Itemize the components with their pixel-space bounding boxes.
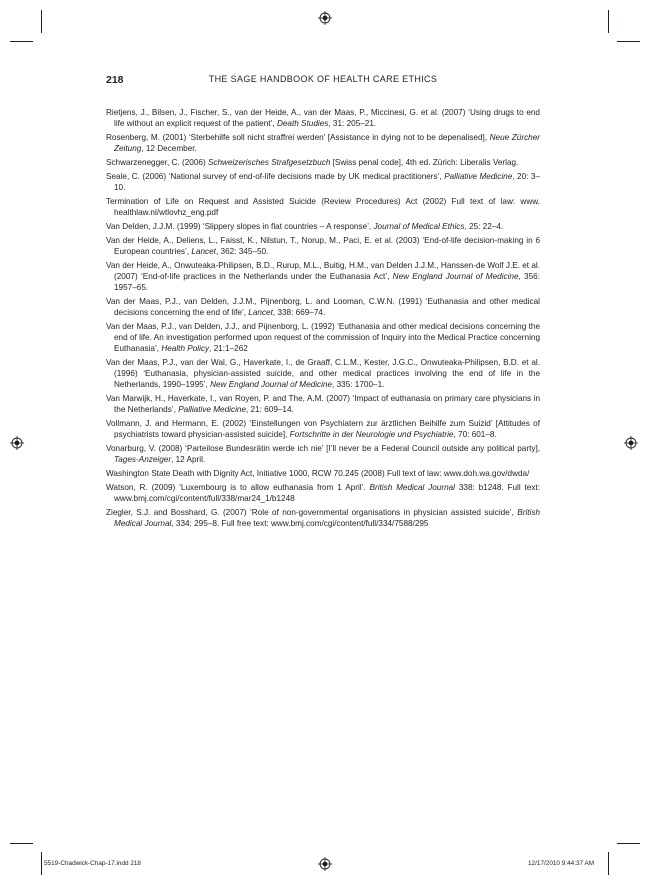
reference-entry bbox=[106, 107, 540, 129]
reference-text-segment: Seale, C. (2006) ‘National survey of end-of-life decisions made by UK medical practitioners’, bbox=[106, 171, 445, 181]
reference-text-segment: Schwarzenegger, C. (2006) bbox=[106, 158, 208, 167]
reference-text-segment: Ziegler, S.J. and Bosshard, G. (2007) ‘Role of non-governmental organisations in physician assisted suicide’, bbox=[106, 508, 518, 517]
reference-text-segment: , 31: 205–21. bbox=[328, 119, 377, 129]
reference-entry bbox=[106, 393, 540, 415]
reference-italic-segment: Health Policy bbox=[161, 344, 210, 354]
reference-entry bbox=[106, 157, 540, 168]
reference-italic-segment: British Medical Journal bbox=[369, 483, 455, 492]
reference-text-segment: Van Marwijk, H., Haverkate, I., van Royen, P. and The, A.M. (2007) ‘Impact of euthanasia on primary care physicians in the Netherlands’, bbox=[106, 394, 540, 415]
registration-mark-bottom-icon bbox=[318, 857, 332, 871]
reference-text-segment: Van der Maas, P.J., van Delden, J.J.M., Pijnenborg, L. and Looman, C.W.N. (1991) ‘Euthanasia and other medical decisions concerning the end of life’, bbox=[106, 296, 540, 317]
reference-italic-segment: Journal of Medical Ethics bbox=[373, 221, 465, 231]
reference-text-segment: Watson, R. (2009) ‘Luxembourg is to allow euthanasia from 1 April’. bbox=[106, 483, 370, 492]
page-number: 218 bbox=[106, 74, 124, 86]
reference-text-segment: , 70: 601–8. bbox=[453, 430, 497, 440]
reference-entry bbox=[106, 171, 540, 193]
reference-text-segment: 338: b1248. Full text: www.bmj.com/cgi/content/full/338/mar24_1/b1248 bbox=[114, 483, 540, 504]
reference-italic-segment: Death Studies bbox=[276, 119, 329, 129]
reference-entry bbox=[106, 507, 540, 529]
reference-list bbox=[106, 107, 540, 532]
reference-italic-segment: British Medical Journal bbox=[114, 508, 540, 529]
crop-mark-bottom-left-v bbox=[41, 852, 42, 875]
reference-text-segment: , 356: 1957–65. bbox=[114, 271, 540, 292]
reference-text-segment: , 21: 609–14. bbox=[246, 405, 294, 415]
reference-italic-segment: Palliative Medicine bbox=[178, 405, 246, 415]
reference-text-segment: , 12 April. bbox=[171, 455, 206, 465]
reference-entry bbox=[106, 296, 540, 318]
reference-entry bbox=[106, 443, 540, 465]
registration-mark-top-icon bbox=[318, 11, 332, 25]
crop-mark-bottom-right-v bbox=[608, 852, 609, 875]
reference-text-segment: , 338: 669–74. bbox=[272, 308, 326, 317]
reference-entry bbox=[106, 357, 540, 391]
crop-mark-top-left-v bbox=[41, 10, 42, 33]
reference-entry bbox=[106, 260, 540, 294]
reference-italic-segment: Lancet bbox=[191, 246, 216, 256]
reference-text-segment: Van der Maas, P.J., van Delden, J.J., and Pijnenborg, L. (1992) ‘Euthanasia and other medical decisions concerning the end of life. An investigation performed upon request of the commission of Inquiry into the Medical Practice concerning Euthanasia’, bbox=[106, 321, 540, 354]
running-title: THE SAGE HANDBOOK OF HEALTH CARE ETHICS bbox=[208, 74, 438, 84]
reference-italic-segment: Palliative Medicine bbox=[444, 171, 513, 181]
reference-text-segment: , 362: 345–50. bbox=[215, 246, 269, 256]
reference-entry bbox=[106, 221, 540, 232]
reference-entry bbox=[106, 468, 540, 479]
reference-entry bbox=[106, 235, 540, 257]
reference-entry bbox=[106, 321, 540, 355]
reference-italic-segment: Neue Zürcher Zeitung bbox=[114, 133, 540, 154]
registration-mark-right-icon bbox=[624, 436, 638, 450]
reference-text-segment: , 335: 1700–1. bbox=[332, 380, 385, 390]
reference-text-segment: Van Delden, J.J.M. (1999) ‘Slippery slopes in flat countries – A response’, bbox=[106, 221, 374, 231]
crop-mark-top-right-v bbox=[608, 10, 609, 33]
reference-text-segment: Van der Maas, P.J., van der Wal, G., Haverkate, I., de Graaff, C.L.M., Kester, J.G.C., Onwuteaka-Philipsen, B.D. et al. (1996) ‘Euthanasia, physician-assisted suicide, and other medical practices involving the end of life in the Netherlands, 1990–1995’, bbox=[106, 358, 540, 390]
crop-mark-bottom-right-h bbox=[617, 843, 640, 844]
reference-text-segment: Washington State Death with Dignity Act, Initiative 1000, RCW 70.245 (2008) Full text of law: www.doh.wa.gov/dwda/ bbox=[106, 469, 530, 479]
reference-italic-segment: New England Journal of Medicine bbox=[210, 380, 333, 390]
reference-italic-segment: Tages-Anzeiger bbox=[114, 455, 172, 465]
reference-text-segment: , 334: 295–8. Full free text: www.bmj.com/cgi/content/full/334/7588/295 bbox=[171, 519, 429, 529]
reference-text-segment: Rietjens, J., Bilsen, J., Fischer, S., van der Heide, A., van der Maas, P., Miccinesi, G. et al. (2007) ‘Using drugs to end life without an explicit request of the patient’, bbox=[106, 108, 540, 129]
slug-timestamp: 12/17/2010 9:44:37 AM bbox=[528, 860, 595, 867]
reference-text-segment: Termination of Life on Request and Assisted Suicide (Review Procedures) Act (2002) Full text of law: www. healthlaw.nl/wtlovhz_eng.pdf bbox=[106, 196, 540, 217]
reference-entry bbox=[106, 482, 540, 504]
reference-entry bbox=[106, 418, 540, 440]
reference-text-segment: Van der Heide, A., Onwuteaka-Philipsen, B.D., Rurup, M.L., Buitig, H.M., van Delden J.J.M., Hanssen-de Wolf J.E. et al. (2007) ‘End-of-life practices in the Netherlands under the Euthanasia Act’, bbox=[106, 260, 540, 281]
crop-mark-bottom-left-h bbox=[10, 843, 33, 844]
reference-italic-segment: Fortschritte in der Neurologie und Psychiatrie bbox=[289, 430, 454, 440]
registration-mark-left-icon bbox=[10, 436, 24, 450]
reference-text-segment: Vonarburg, V. (2008) ‘Parteilose Bundesrätin werde ich nie’ [I’ll never be a Federal Council outside any political party], bbox=[106, 444, 540, 454]
reference-italic-segment: Lancet bbox=[248, 308, 273, 317]
reference-text-segment: [Swiss penal code], 4th ed. Zürich: Liberalis Verlag. bbox=[330, 158, 519, 167]
reference-text-segment: , 21:1–262 bbox=[209, 344, 248, 354]
reference-text-segment: Van der Heide, A., Deliens, L., Faisst, K., Nilstun, T., Norup, M., Paci, E. et al. (2003) ‘End-of-life decision-making in 6 European countries’, bbox=[106, 235, 540, 256]
reference-text-segment: , 20: 3–10. bbox=[114, 171, 540, 192]
reference-italic-segment: Schweizerisches Strafgesetzbuch bbox=[207, 158, 331, 167]
slug-file-name: 5519-Chadwick-Chap-17.indd 218 bbox=[44, 860, 141, 867]
reference-text-segment: , 12 December. bbox=[141, 144, 197, 154]
reference-text-segment: Vollmann, J. and Hermann, E. (2002) ‘Einstellungen von Psychiatern zur ärztlichen Beihilfe zum Suizid’ [Attitudes of psychiatrists toward physician-assisted suicide], bbox=[106, 419, 540, 440]
reference-entry bbox=[106, 132, 540, 154]
crop-mark-top-right-h bbox=[617, 41, 640, 42]
reference-text-segment: Rosenberg, M. (2001) ‘Sterbehilfe soll nicht straffrei werden’ [Assistance in dying not to be depenalised], bbox=[106, 133, 490, 142]
reference-italic-segment: New England Journal of Medicine bbox=[392, 271, 519, 281]
reference-entry bbox=[106, 196, 540, 218]
running-header bbox=[106, 74, 540, 88]
crop-mark-top-left-h bbox=[10, 41, 33, 42]
reference-text-segment: , 25: 22–4. bbox=[464, 221, 504, 231]
